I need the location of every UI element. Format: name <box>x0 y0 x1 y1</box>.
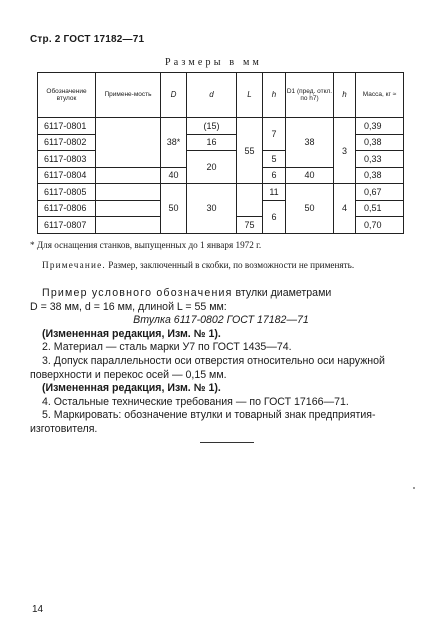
cell-D: 38* <box>161 118 187 168</box>
cell-code: 6117-0801 <box>38 118 96 135</box>
col-header-mass: Масса, кг ≈ <box>356 73 404 118</box>
table-header-row <box>38 73 404 118</box>
table-caption: Размеры в мм <box>164 57 263 68</box>
col-header-d: d <box>187 73 237 118</box>
cell-applicability <box>96 118 161 168</box>
example-label: Пример условного обозначения <box>42 287 233 299</box>
cell-L <box>237 184 263 217</box>
col-header-L: L <box>237 73 263 118</box>
item-4: 4. Остальные технические требования — по ГОСТ 17166—71. <box>42 395 349 408</box>
cell-h1: 6 <box>263 200 286 233</box>
page-number: 14 <box>32 604 44 615</box>
cell-mass: 0,38 <box>356 134 404 151</box>
cell-D: 40 <box>161 167 187 184</box>
note-label: Примечание. <box>42 260 106 270</box>
cell-h1: 5 <box>263 151 286 168</box>
cell-h1: 11 <box>263 184 286 201</box>
cell-d: 20 <box>187 151 237 184</box>
cell-d: 16 <box>187 134 237 151</box>
example-heading <box>30 287 412 301</box>
cell-mass: 0,39 <box>356 118 404 135</box>
cell-h1: 7 <box>263 118 286 151</box>
cell-mass: 0,70 <box>356 217 404 234</box>
cell-mass: 0,51 <box>356 200 404 217</box>
col-header-h2: h <box>334 73 356 118</box>
cell-code: 6117-0803 <box>38 151 96 168</box>
example-dimensions: D = 38 мм, d = 16 мм, длиной L = 55 мм: <box>30 300 227 313</box>
cell-code: 6117-0804 <box>38 167 96 184</box>
item-5: 5. Маркировать: обозначение втулки и товарный знак предприятия-изготовителя. <box>30 409 376 435</box>
scan-speck <box>413 487 415 489</box>
amendment-note: (Измененная редакция, Изм. № 1). <box>42 327 221 340</box>
cell-code: 6117-0807 <box>38 217 96 234</box>
col-header-D1: D1 (пред. откл. по h7) <box>286 73 334 118</box>
table-row <box>38 118 404 135</box>
cell-d: (15) <box>187 118 237 135</box>
footnote: * Для оснащения станков, выпущенных до 1 января 1972 г. <box>30 240 262 250</box>
example-text-1: втулки диаметрами <box>235 287 332 299</box>
note <box>30 258 410 272</box>
cell-mass: 0,33 <box>356 151 404 168</box>
cell-code: 6117-0805 <box>38 184 96 201</box>
col-header-applicability: Примене-мость <box>96 73 161 118</box>
page-header: Стр. 2 ГОСТ 17182—71 <box>30 34 145 45</box>
body-text <box>30 287 412 437</box>
cell-D1: 40 <box>286 167 334 184</box>
col-header-D: D <box>161 73 187 118</box>
col-header-designation: Обозначение втулок <box>38 73 96 118</box>
amendment-note: (Измененная редакция, Изм. № 1). <box>42 382 221 395</box>
cell-D: 50 <box>161 184 187 234</box>
cell-h2: 4 <box>334 184 356 234</box>
cell-mass: 0,67 <box>356 184 404 201</box>
cell-applicability <box>96 184 161 201</box>
cell-L: 75 <box>237 217 263 234</box>
cell-applicability <box>96 200 161 217</box>
dimensions-table <box>37 72 404 234</box>
cell-h1: 6 <box>263 167 286 184</box>
note-text: Размер, заключенный в скобки, по возможности не применять. <box>108 260 355 270</box>
cell-d: 30 <box>187 184 237 234</box>
cell-applicability <box>96 167 161 184</box>
cell-L: 55 <box>237 118 263 184</box>
item-2: 2. Материал — сталь марки У7 по ГОСТ 1435—74. <box>42 341 292 354</box>
item-3: 3. Допуск параллельности оси отверстия относительно оси наружной поверхности и перекос осей — 0,15 мм. <box>30 354 385 381</box>
col-header-h1: h <box>263 73 286 118</box>
section-divider <box>200 442 254 443</box>
cell-D1: 38 <box>286 118 334 168</box>
cell-D1: 50 <box>286 184 334 234</box>
cell-code: 6117-0806 <box>38 200 96 217</box>
table-row <box>38 184 404 201</box>
example-designation: Втулка 6117-0802 ГОСТ 17182—71 <box>133 314 309 327</box>
cell-mass: 0,38 <box>356 167 404 184</box>
cell-h2: 3 <box>334 118 356 184</box>
cell-applicability <box>96 217 161 234</box>
cell-code: 6117-0802 <box>38 134 96 151</box>
